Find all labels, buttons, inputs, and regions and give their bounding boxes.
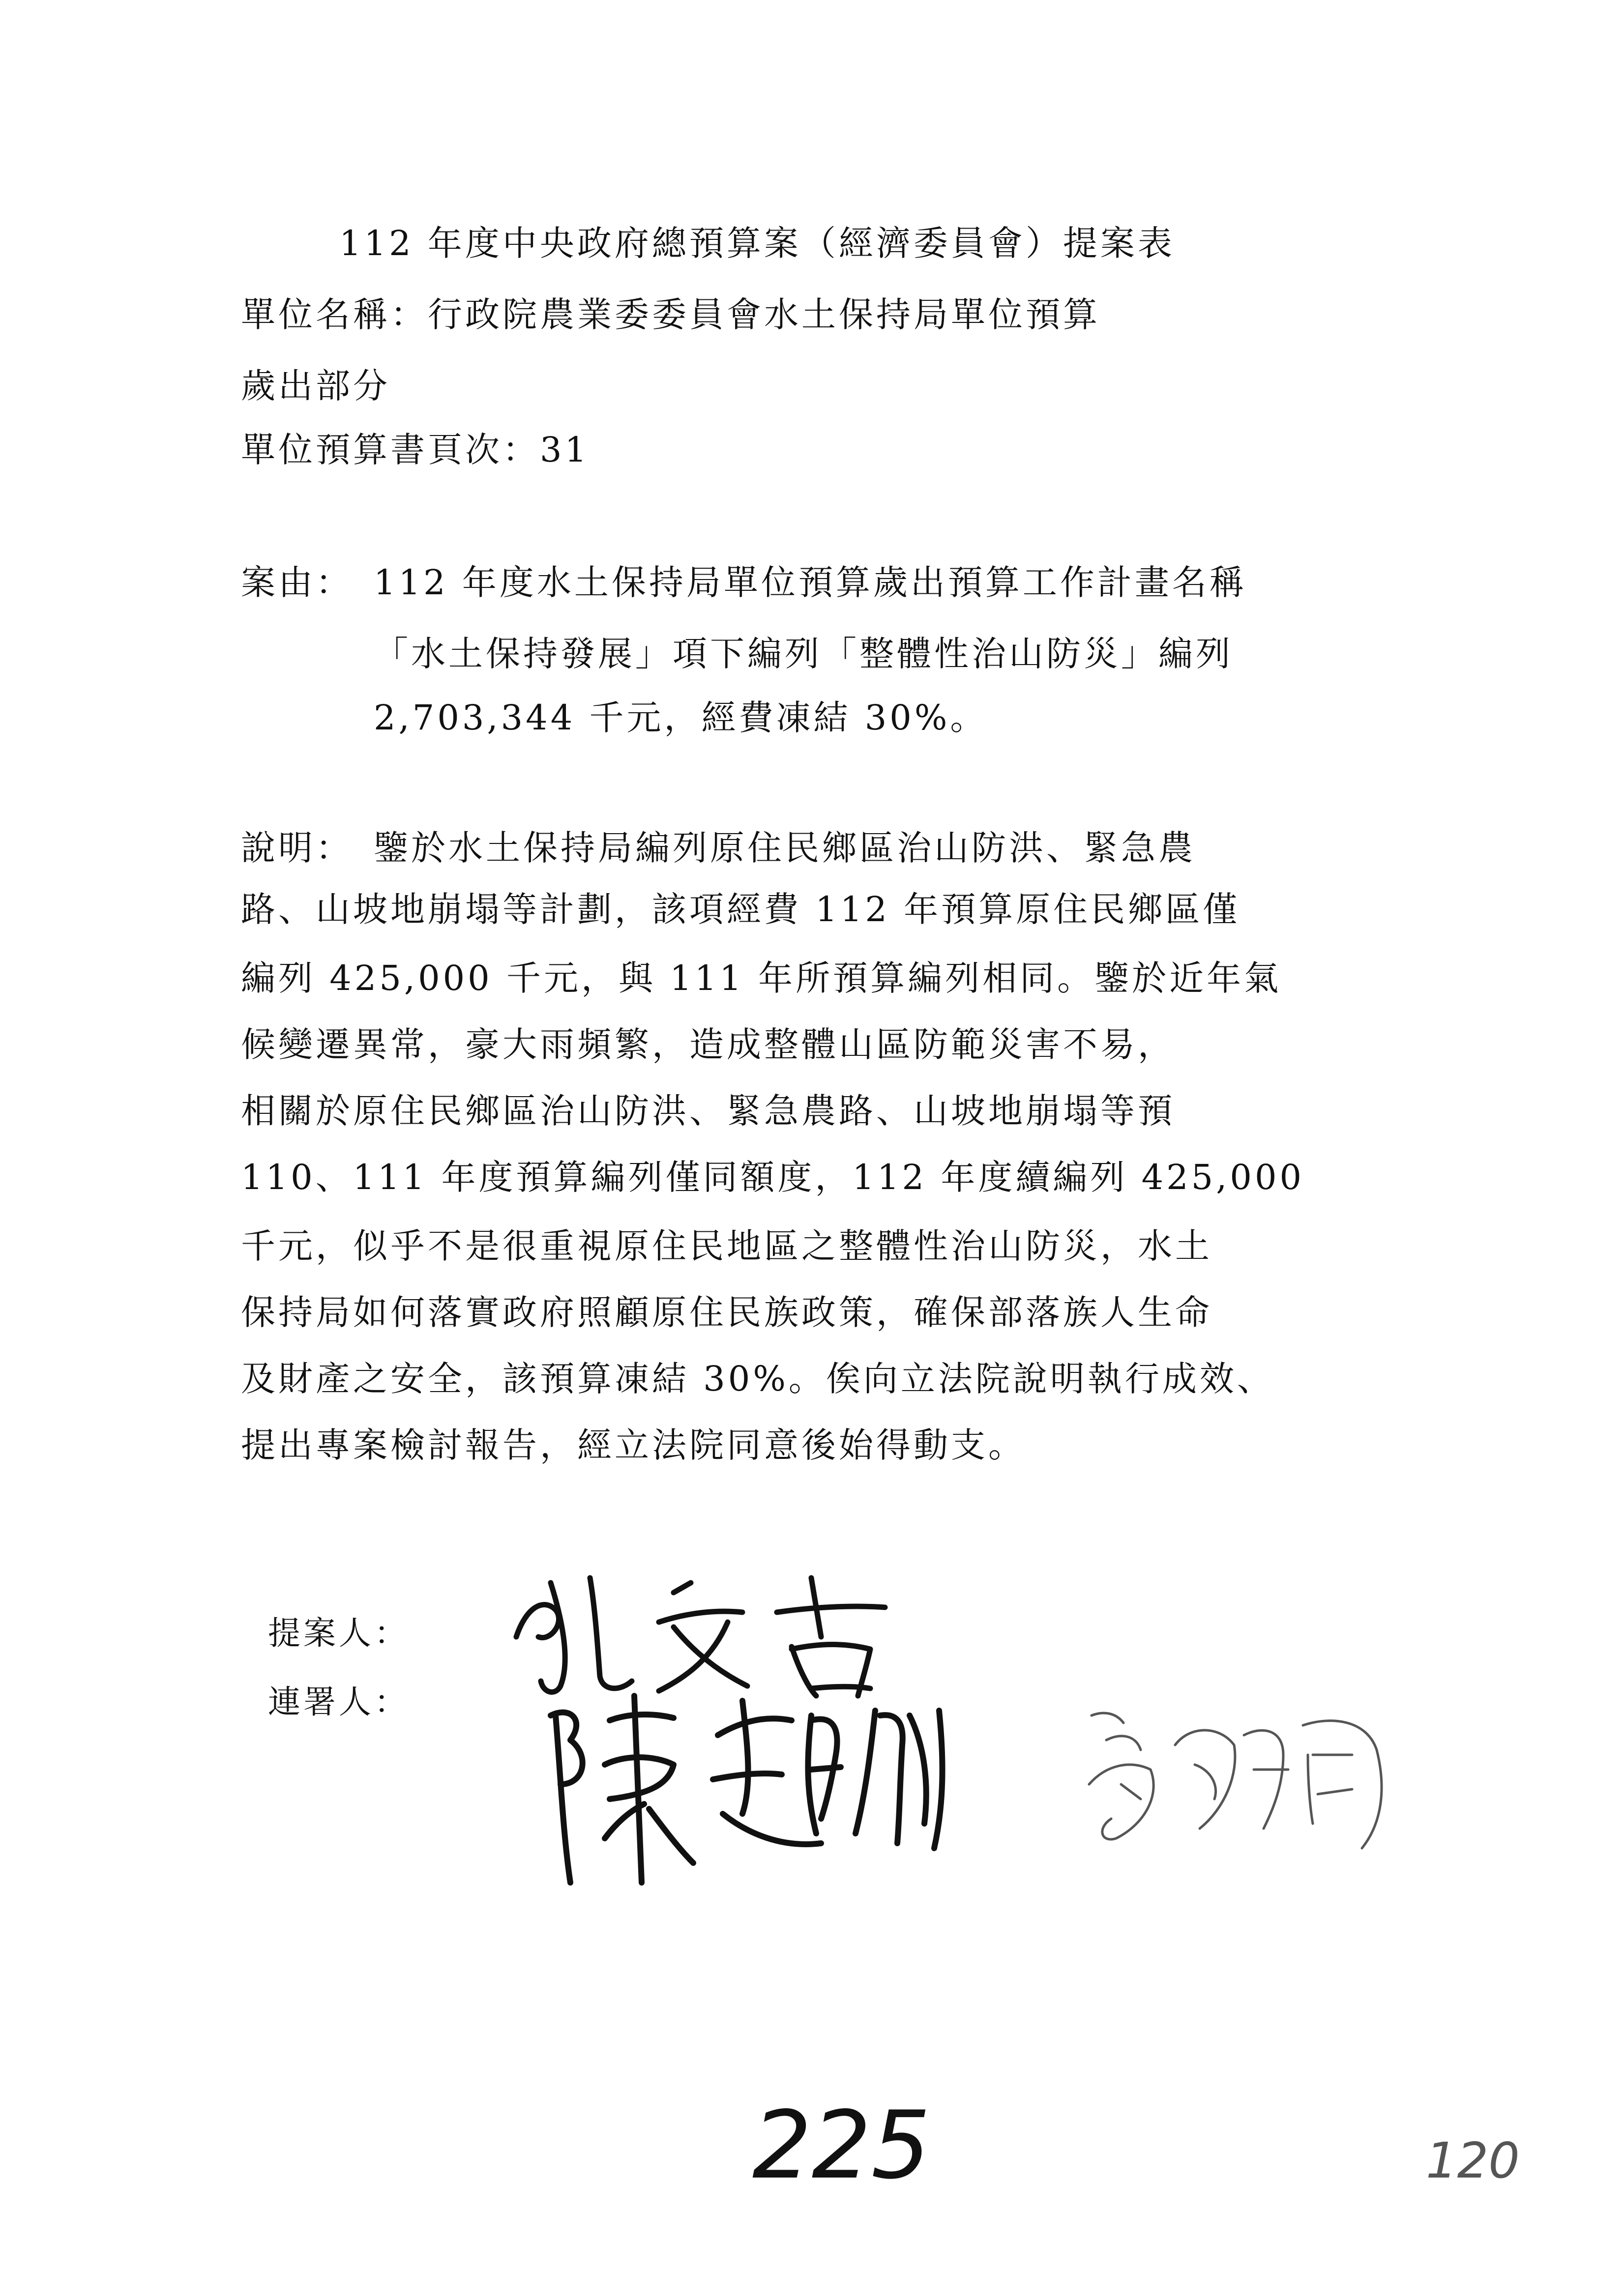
proposer-label: 提案人：: [268, 1614, 410, 1652]
explanation-line: 及財產之安全，該預算凍結 30%。俟向立法院說明執行成效、: [241, 1359, 1274, 1399]
case-line: 2,703,344 千元，經費凍結 30%。: [374, 698, 988, 738]
budget-category: 歲出部分: [241, 366, 390, 406]
svg-text:225: 225: [752, 2094, 931, 2192]
cosigner-signature-1: [536, 1686, 978, 1892]
explanation-label: 說明：: [241, 828, 353, 868]
budget-page-reference: 單位預算書頁次：31: [241, 430, 590, 470]
page-number-sub: [1421, 2128, 1554, 2187]
explanation-line: 千元，似乎不是很重視原住民地區之整體性治山防災，水土: [241, 1226, 1212, 1266]
explanation-line: 保持局如何落實政府照顧原住民族政策，確保部落族人生命: [241, 1292, 1212, 1333]
case-label: 案由：: [241, 562, 353, 603]
cosigner-signature-2: [1077, 1696, 1396, 1858]
unit-name: 單位名稱：行政院農業委委員會水土保持局單位預算: [241, 294, 1100, 335]
explanation-line: 鑒於水土保持局編列原住民鄉區治山防洪、緊急農: [374, 828, 1196, 868]
cosigner-label: 連署人：: [268, 1683, 410, 1721]
explanation-line: 相關於原住民鄉區治山防洪、緊急農路、山坡地崩塌等預: [241, 1091, 1175, 1131]
explanation-line: 編列 425,000 千元，與 111 年所預算編列相同。鑒於近年氣: [241, 958, 1282, 998]
explanation-line: 候變遷異常，豪大雨頻繁，造成整體山區防範災害不易，: [241, 1024, 1175, 1065]
document-title: 112 年度中央政府總預算案（經濟委員會）提案表: [339, 223, 1175, 263]
explanation-line: 提出專案檢討報告，經立法院同意後始得動支。: [241, 1425, 1026, 1465]
explanation-line: 路、山坡地崩塌等計劃，該項經費 112 年預算原住民鄉區僅: [241, 889, 1240, 930]
case-line: 112 年度水土保持局單位預算歲出預算工作計畫名稱: [374, 562, 1247, 603]
explanation-line: 110、111 年度預算編列僅同額度，112 年度續編列 425,000: [241, 1157, 1305, 1197]
case-line: 「水土保持發展」項下編列「整體性治山防災」編列: [374, 634, 1233, 674]
page-number-main: [742, 2094, 949, 2192]
svg-text:120: 120: [1426, 2132, 1520, 2187]
